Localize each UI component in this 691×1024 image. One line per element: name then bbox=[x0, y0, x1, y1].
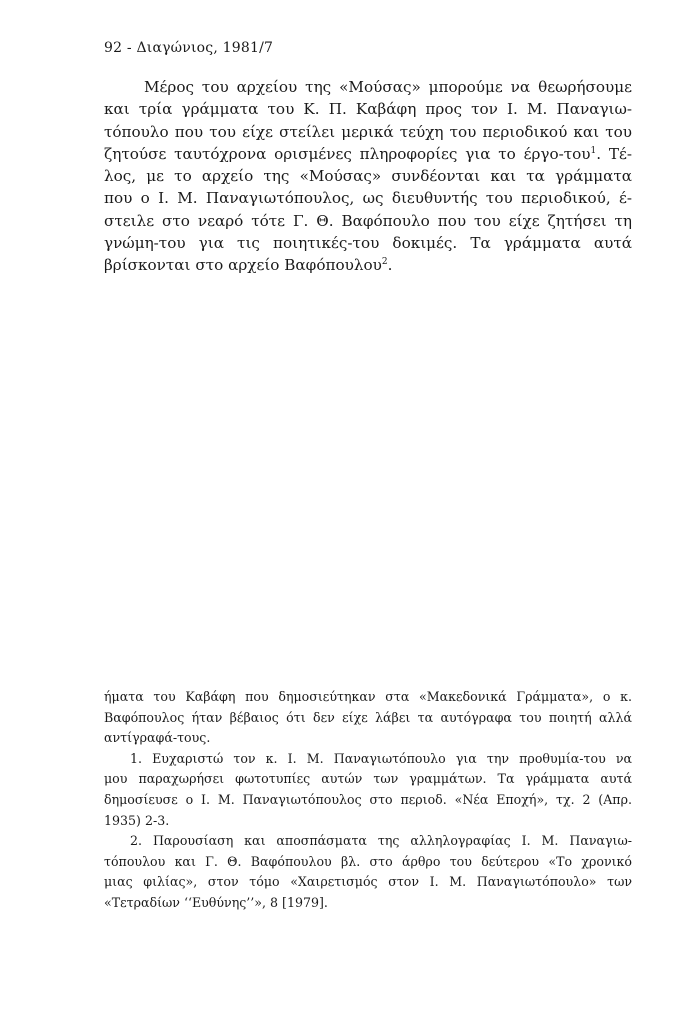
body-line: Μέρος του αρχείου της «Μούσας» μπορούμε να θεωρήσουμε bbox=[144, 78, 632, 96]
body-line-text: ζητούσε ταυτόχρονα ορισμένες πληροφορίες για το έργο-του bbox=[104, 144, 591, 163]
body-line-tail: . Τέ- bbox=[596, 144, 632, 163]
body-line: και τρία γράμματα του Κ. Π. Καβάφη προς τον Ι. Μ. Παναγιω- bbox=[104, 100, 632, 119]
body-line bbox=[104, 254, 632, 276]
footnote-2-line: «Τετραδίων ‘‘Ευθύνης’’», 8 [1979]. bbox=[104, 894, 328, 910]
footnote-2-line: τόπουλου και Γ. Θ. Βαφόπουλου βλ. στο άρθρο του δεύτερου «Το χρονικό bbox=[104, 853, 632, 869]
footnote-1-line: 1935) 2-3. bbox=[104, 812, 170, 828]
footnote-line: Βαφόπουλος ήταν βέβαιος ότι δεν είχε λάβει τα αυτόγραφα του ποιητή αλλά bbox=[104, 709, 632, 725]
body-line bbox=[104, 143, 632, 165]
body-line: τόπουλο που του είχε στείλει μερικά τεύχη του περιοδικού και του bbox=[104, 122, 632, 141]
footnote-ref-1: 1 bbox=[590, 145, 597, 156]
footnote-2-line: μιας φιλίας», στον τόμο «Χαιρετισμός στον Ι. Μ. Παναγιωτόπουλο» των bbox=[104, 874, 632, 890]
body-line-text: βρίσκονται στο αρχείο Βαφόπουλου bbox=[104, 256, 382, 275]
body-line: λος, με το αρχείο της «Μούσας» συνδέονται και τα γράμματα bbox=[104, 167, 632, 186]
running-head: 92 - Διαγώνιος, 1981/7 bbox=[104, 40, 274, 56]
body-line: γνώμη-του για τις ποιητικές-του δοκιμές. Τα γράμματα αυτά bbox=[104, 234, 632, 253]
footnote-line: ήματα του Καβάφη που δημοσιεύτηκαν στα «Μακεδονικά Γράμματα», ο κ. bbox=[104, 689, 632, 704]
body-line-tail: . bbox=[387, 256, 393, 275]
footnote-1-line: 1. Ευχαριστώ τον κ. Ι. Μ. Παναγιωτόπουλο για την προθυμία-του να bbox=[130, 750, 632, 766]
body-line: στειλε στο νεαρό τότε Γ. Θ. Βαφόπουλο που του είχε ζητήσει τη bbox=[104, 211, 632, 230]
footnote-2-line: 2. Παρουσίαση και αποσπάσματα της αλληλογραφίας Ι. Μ. Παναγιω- bbox=[130, 833, 632, 849]
footnote-1-line: μου παραχωρήσει φωτοτυπίες αυτών των γραμμάτων. Τα γράμματα αυτά bbox=[104, 771, 632, 787]
footnote-line: αντίγραφά-τους. bbox=[104, 730, 211, 746]
footnote-1-line: δημοσίευσε ο Ι. Μ. Παναγιωτόπουλος στο περιοδ. «Νέα Εποχή», τχ. 2 (Απρ. bbox=[104, 791, 632, 807]
footnote-ref-2: 2 bbox=[381, 257, 388, 268]
body-line: που ο Ι. Μ. Παναγιωτόπουλος, ως διευθυντής του περιοδικού, έ- bbox=[104, 189, 632, 208]
body-paragraph bbox=[104, 76, 632, 277]
footnotes bbox=[104, 687, 632, 914]
